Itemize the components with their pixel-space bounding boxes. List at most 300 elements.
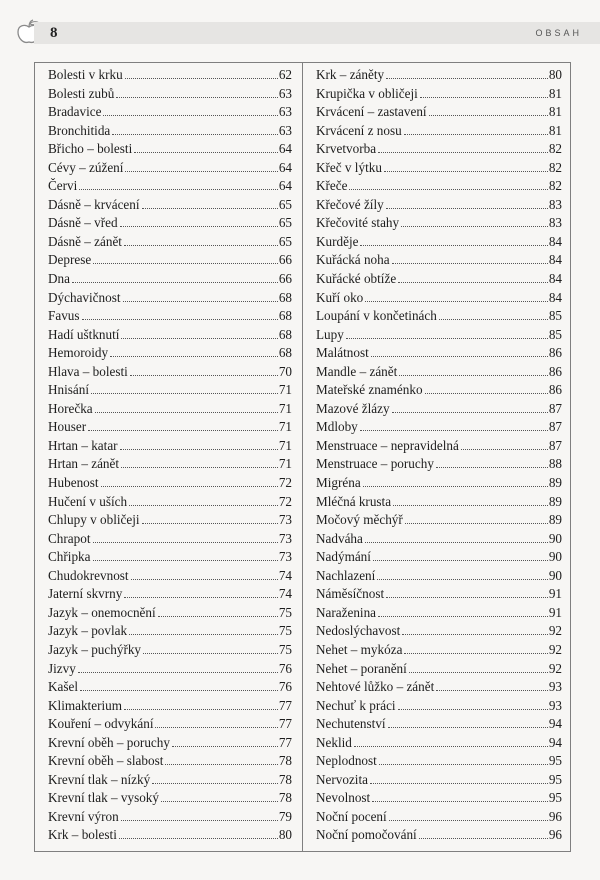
toc-left-column <box>48 67 292 846</box>
toc-entry-label: Favus <box>48 308 80 324</box>
toc-entry-page: 76 <box>278 660 292 676</box>
toc-entry-label: Nadváha <box>316 530 363 546</box>
page-header <box>0 18 600 46</box>
dot-leader <box>130 375 278 376</box>
dot-leader <box>119 838 278 839</box>
toc-entry-label: Kurděje <box>316 233 359 249</box>
dot-leader <box>142 208 278 209</box>
toc-entry-page: 66 <box>278 252 292 268</box>
dot-leader <box>121 338 277 339</box>
toc-entry-page: 92 <box>548 641 562 657</box>
toc-entry <box>316 716 562 735</box>
toc-entry <box>48 419 292 438</box>
dot-leader <box>389 820 548 821</box>
dot-leader <box>82 319 278 320</box>
toc-entry-label: Nadýmání <box>316 549 371 565</box>
toc-entry-label: Chlupy v obličeji <box>48 512 140 528</box>
toc-entry-label: Krk – bolesti <box>48 827 117 843</box>
dot-leader <box>409 672 548 673</box>
dot-leader <box>152 783 278 784</box>
toc-entry-page: 78 <box>278 753 292 769</box>
dot-leader <box>91 393 278 394</box>
toc-entry-page: 83 <box>548 215 562 231</box>
toc-entry-page: 82 <box>548 159 562 175</box>
toc-entry-label: Kuřácké obtíže <box>316 271 397 287</box>
dot-leader <box>112 134 278 135</box>
toc-entry <box>48 475 292 494</box>
toc-entry-page: 71 <box>278 437 292 453</box>
toc-entry-label: Horečka <box>48 400 93 416</box>
toc-entry-label: Krk – záněty <box>316 67 385 82</box>
toc-entry <box>316 549 562 568</box>
dot-leader <box>398 709 548 710</box>
toc-entry <box>316 197 562 216</box>
toc-entry <box>316 438 562 457</box>
toc-entry-label: Chudokrevnost <box>48 567 129 583</box>
toc-entry-page: 86 <box>548 382 562 398</box>
dot-leader <box>124 245 278 246</box>
toc-entry-label: Hrtan – katar <box>48 437 118 453</box>
toc-entry-page: 73 <box>278 512 292 528</box>
dot-leader <box>110 356 278 357</box>
dot-leader <box>404 134 548 135</box>
dot-leader <box>392 412 548 413</box>
dot-leader <box>402 634 548 635</box>
toc-entry-label: Houser <box>48 419 87 435</box>
toc-entry <box>316 642 562 661</box>
toc-entry <box>316 735 562 754</box>
toc-entry-page: 81 <box>548 122 562 138</box>
toc-entry <box>48 104 292 123</box>
toc-entry <box>316 271 562 290</box>
dot-leader <box>129 505 278 506</box>
toc-entry <box>48 290 292 309</box>
toc-entry-page: 84 <box>548 271 562 287</box>
toc-entry-label: Jaterní skvrny <box>48 586 123 602</box>
toc-entry-label: Lupy <box>316 326 344 342</box>
toc-entry <box>316 698 562 717</box>
dot-leader <box>142 523 278 524</box>
dot-leader <box>131 579 278 580</box>
dot-leader <box>405 523 548 524</box>
dot-leader <box>121 820 278 821</box>
toc-entry-page: 68 <box>278 345 292 361</box>
dot-leader <box>363 486 548 487</box>
toc-entry-label: Deprese <box>48 252 92 268</box>
toc-entry-label: Krevní oběh – slabost <box>48 753 164 769</box>
toc-entry <box>316 661 562 680</box>
dot-leader <box>401 226 548 227</box>
toc-entry-label: Hlava – bolesti <box>48 363 128 379</box>
dot-leader <box>121 467 278 468</box>
toc-entry <box>316 160 562 179</box>
toc-entry-page: 89 <box>548 475 562 491</box>
dot-leader <box>425 393 548 394</box>
toc-entry-page: 65 <box>278 215 292 231</box>
toc-entry-page: 71 <box>278 456 292 472</box>
toc-entry-page: 90 <box>548 530 562 546</box>
section-title: OBSAH <box>535 28 582 38</box>
dot-leader <box>124 709 278 710</box>
toc-entry-label: Loupání v končetinách <box>316 308 437 324</box>
dot-leader <box>398 282 548 283</box>
toc-entry <box>48 512 292 531</box>
toc-entry-page: 85 <box>548 326 562 342</box>
toc-entry <box>48 197 292 216</box>
toc-entry-label: Migréna <box>316 475 361 491</box>
toc-entry-label: Krevní tlak – nízký <box>48 771 151 787</box>
toc-entry-page: 83 <box>548 196 562 212</box>
toc-entry-label: Krevní tlak – vysoký <box>48 790 159 806</box>
toc-entry-page: 81 <box>548 85 562 101</box>
dot-leader <box>101 486 278 487</box>
toc-entry-page: 84 <box>548 289 562 305</box>
toc-entry-page: 68 <box>278 289 292 305</box>
toc-entry-label: Dásně – krvácení <box>48 196 140 212</box>
dot-leader <box>399 375 548 376</box>
toc-entry-page: 63 <box>278 104 292 120</box>
toc-entry-page: 70 <box>278 363 292 379</box>
toc-entry <box>48 772 292 791</box>
toc-entry-label: Mdloby <box>316 419 358 435</box>
toc-entry-page: 72 <box>278 493 292 509</box>
dot-leader <box>125 171 277 172</box>
toc-entry-label: Křeč v lýtku <box>316 159 382 175</box>
toc-entry <box>316 772 562 791</box>
toc-entry-label: Křečové žíly <box>316 196 384 212</box>
toc-entry-label: Jizvy <box>48 660 76 676</box>
dot-leader <box>365 301 548 302</box>
toc-entry-page: 77 <box>278 716 292 732</box>
toc-entry-label: Náměsíčnost <box>316 586 385 602</box>
toc-entry-label: Nedoslýchavost <box>316 623 401 639</box>
toc-entry-page: 93 <box>548 697 562 713</box>
toc-entry-page: 81 <box>548 104 562 120</box>
toc-entry-page: 85 <box>548 308 562 324</box>
dot-leader <box>370 783 548 784</box>
toc-entry-label: Nechutenství <box>316 716 386 732</box>
toc-entry-page: 71 <box>278 419 292 435</box>
toc-entry-label: Křečovité stahy <box>316 215 400 231</box>
toc-entry-page: 65 <box>278 196 292 212</box>
toc-entry-page: 75 <box>278 604 292 620</box>
toc-entry-page: 84 <box>548 233 562 249</box>
toc-entry <box>48 123 292 142</box>
toc-entry-page: 77 <box>278 734 292 750</box>
toc-entry-page: 72 <box>278 475 292 491</box>
toc-entry-label: Krevní výron <box>48 808 119 824</box>
toc-entry <box>48 308 292 327</box>
toc-entry <box>316 141 562 160</box>
dot-leader <box>354 746 548 747</box>
toc-entry-page: 84 <box>548 252 562 268</box>
toc-entry <box>48 456 292 475</box>
toc-entry <box>316 401 562 420</box>
dot-leader <box>93 263 278 264</box>
toc-entry-label: Jazyk – onemocnění <box>48 604 156 620</box>
toc-entry <box>316 290 562 309</box>
toc-entry-page: 80 <box>548 67 562 82</box>
toc-entry-label: Jazyk – puchýřky <box>48 641 142 657</box>
toc-entry <box>48 438 292 457</box>
toc-entry-page: 91 <box>548 604 562 620</box>
toc-entry-label: Mazové žlázy <box>316 400 390 416</box>
dot-leader <box>436 467 548 468</box>
toc-entry <box>316 382 562 401</box>
dot-leader <box>123 301 278 302</box>
toc-entry <box>48 809 292 828</box>
toc-entry-label: Nachlazení <box>316 567 376 583</box>
toc-entry-page: 64 <box>278 159 292 175</box>
dot-leader <box>158 616 278 617</box>
toc-entry-label: Hnisání <box>48 382 90 398</box>
toc-entry <box>316 586 562 605</box>
toc-entry <box>48 327 292 346</box>
dot-leader <box>143 653 278 654</box>
toc-entry-page: 68 <box>278 308 292 324</box>
toc-entry <box>316 494 562 513</box>
toc-entry-label: Nevolnost <box>316 790 371 806</box>
toc-entry-label: Nehtové lůžko – zánět <box>316 679 435 695</box>
dot-leader <box>349 189 547 190</box>
toc-entry <box>316 234 562 253</box>
dot-leader <box>88 430 278 431</box>
toc-entry-label: Neklid <box>316 734 352 750</box>
toc-entry <box>48 605 292 624</box>
toc-entry <box>316 827 562 846</box>
toc-entry-page: 89 <box>548 512 562 528</box>
dot-leader <box>155 727 277 728</box>
toc-right-column <box>316 67 562 846</box>
toc-entry <box>316 178 562 197</box>
toc-entry-label: Dásně – zánět <box>48 233 122 249</box>
dot-leader <box>384 171 548 172</box>
dot-leader <box>377 579 548 580</box>
toc-entry <box>316 123 562 142</box>
dot-leader <box>120 449 278 450</box>
dot-leader <box>378 616 548 617</box>
toc-entry-label: Kuří oko <box>316 289 364 305</box>
toc-entry <box>316 67 562 86</box>
toc-entry-page: 74 <box>278 567 292 583</box>
toc-entry <box>48 494 292 513</box>
toc-entry-label: Nervozita <box>316 771 368 787</box>
toc-entry-label: Dásně – vřed <box>48 215 118 231</box>
dot-leader <box>172 746 278 747</box>
dot-leader <box>124 597 277 598</box>
toc-entry-page: 63 <box>278 85 292 101</box>
toc-entry-page: 75 <box>278 641 292 657</box>
toc-entry <box>48 141 292 160</box>
toc-entry <box>48 549 292 568</box>
toc-entry <box>316 252 562 271</box>
toc-entry-label: Kašel <box>48 679 79 695</box>
dot-leader <box>120 226 278 227</box>
toc-entry <box>48 790 292 809</box>
dot-leader <box>360 430 548 431</box>
toc-entry-label: Hubenost <box>48 475 99 491</box>
dot-leader <box>373 560 548 561</box>
toc-entry-label: Krvácení – zastavení <box>316 104 427 120</box>
dot-leader <box>93 560 278 561</box>
toc-entry-label: Menstruace – poruchy <box>316 456 434 472</box>
toc-entry-label: Mléčná krusta <box>316 493 392 509</box>
dot-leader <box>346 338 548 339</box>
toc-entry-page: 78 <box>278 790 292 806</box>
dot-leader <box>429 115 548 116</box>
toc-entry <box>316 215 562 234</box>
toc-entry-page: 65 <box>278 233 292 249</box>
toc-entry <box>316 104 562 123</box>
toc-entry <box>48 586 292 605</box>
toc-entry <box>48 382 292 401</box>
toc-entry-label: Hrtan – zánět <box>48 456 120 472</box>
toc-entry <box>48 234 292 253</box>
toc-entry-page: 89 <box>548 493 562 509</box>
toc-entry-page: 87 <box>548 419 562 435</box>
toc-entry-label: Hučení v uších <box>48 493 128 509</box>
toc-entry-page: 87 <box>548 437 562 453</box>
toc-entry-page: 71 <box>278 382 292 398</box>
dot-leader <box>165 764 277 765</box>
toc-entry <box>48 401 292 420</box>
toc-entry-label: Noční pocení <box>316 808 387 824</box>
page-number: 8 <box>50 25 58 41</box>
toc-entry-label: Krevní oběh – poruchy <box>48 734 170 750</box>
toc-entry-label: Bolesti v krku <box>48 67 123 82</box>
toc-entry <box>48 698 292 717</box>
dot-leader <box>360 245 547 246</box>
dot-leader <box>461 449 548 450</box>
toc-entry <box>48 827 292 846</box>
toc-entry-label: Noční pomočování <box>316 827 417 843</box>
toc-entry-label: Krvetvorba <box>316 141 377 157</box>
toc-entry <box>316 568 562 587</box>
toc-entry-page: 68 <box>278 326 292 342</box>
toc-entry-label: Mateřské znaménko <box>316 382 423 398</box>
toc-entry-page: 63 <box>278 122 292 138</box>
toc-entry-page: 82 <box>548 141 562 157</box>
dot-leader <box>420 97 548 98</box>
toc-entry-label: Klimakterium <box>48 697 122 713</box>
dot-leader <box>134 152 278 153</box>
toc-entry <box>316 531 562 550</box>
toc-entry <box>48 753 292 772</box>
toc-entry-label: Bradavice <box>48 104 102 120</box>
toc-entry-page: 62 <box>278 67 292 82</box>
toc-entry <box>48 252 292 271</box>
toc-entry-label: Nehet – poranění <box>316 660 407 676</box>
toc-entry-label: Nechuť k práci <box>316 697 396 713</box>
toc-entry <box>48 716 292 735</box>
toc-entry <box>48 364 292 383</box>
toc-entry-page: 92 <box>548 623 562 639</box>
dot-leader <box>93 542 278 543</box>
toc-entry-label: Břicho – bolesti <box>48 141 133 157</box>
toc-entry-page: 87 <box>548 400 562 416</box>
toc-entry <box>48 215 292 234</box>
toc-entry-label: Krupička v obličeji <box>316 85 418 101</box>
dot-leader <box>419 838 548 839</box>
toc-entry <box>316 790 562 809</box>
toc-entry-page: 95 <box>548 753 562 769</box>
toc-entry-label: Chrapot <box>48 530 91 546</box>
toc-entry <box>48 345 292 364</box>
toc-entry-page: 96 <box>548 808 562 824</box>
toc-entry-label: Neplodnost <box>316 753 377 769</box>
toc-entry-label: Křeče <box>316 178 348 194</box>
toc-entry <box>48 67 292 86</box>
header-bar <box>34 22 600 44</box>
dot-leader <box>80 690 278 691</box>
dot-leader <box>386 597 548 598</box>
toc-entry-page: 93 <box>548 679 562 695</box>
dot-leader <box>379 764 548 765</box>
toc-entry-label: Bronchitida <box>48 122 111 138</box>
toc-entry-page: 95 <box>548 771 562 787</box>
toc-entry-page: 94 <box>548 734 562 750</box>
dot-leader <box>372 801 548 802</box>
toc-entry-label: Kuřácká noha <box>316 252 390 268</box>
toc-entry-page: 95 <box>548 790 562 806</box>
toc-entry-label: Dna <box>48 271 70 287</box>
toc-entry-label: Hadí uštknutí <box>48 326 120 342</box>
toc-entry-label: Dýchavičnost <box>48 289 121 305</box>
toc-entry-label: Hemoroidy <box>48 345 109 361</box>
toc-entry <box>316 364 562 383</box>
toc-entry <box>48 160 292 179</box>
toc-entry <box>316 605 562 624</box>
column-divider <box>302 62 303 852</box>
toc-entry <box>316 623 562 642</box>
toc-entry <box>316 679 562 698</box>
toc-entry-label: Nehet – mykóza <box>316 641 403 657</box>
toc-entry <box>316 419 562 438</box>
dot-leader <box>388 727 548 728</box>
toc-entry <box>48 86 292 105</box>
toc-entry <box>316 809 562 828</box>
toc-entry-page: 94 <box>548 716 562 732</box>
toc-entry-label: Naraženina <box>316 604 377 620</box>
toc-entry <box>316 308 562 327</box>
toc-entry <box>316 512 562 531</box>
toc-entry-label: Kouření – odvykání <box>48 716 154 732</box>
toc-entry <box>48 735 292 754</box>
dot-leader <box>79 189 278 190</box>
toc-entry-page: 78 <box>278 771 292 787</box>
toc-entry-page: 79 <box>278 808 292 824</box>
toc-entry <box>316 86 562 105</box>
toc-entry-label: Cévy – zúžení <box>48 159 124 175</box>
toc-entry-page: 64 <box>278 141 292 157</box>
toc-entry <box>48 623 292 642</box>
toc-entry-page: 88 <box>548 456 562 472</box>
toc-entry-label: Menstruace – nepravidelná <box>316 437 459 453</box>
toc-entry-page: 80 <box>278 827 292 843</box>
dot-leader <box>386 78 548 79</box>
dot-leader <box>103 115 277 116</box>
dot-leader <box>129 634 278 635</box>
toc-entry-page: 86 <box>548 363 562 379</box>
toc-entry-page: 91 <box>548 586 562 602</box>
dot-leader <box>392 263 548 264</box>
dot-leader <box>116 97 278 98</box>
dot-leader <box>378 152 548 153</box>
toc-entry <box>48 568 292 587</box>
toc-entry-page: 96 <box>548 827 562 843</box>
dot-leader <box>393 505 548 506</box>
toc-entry <box>48 178 292 197</box>
